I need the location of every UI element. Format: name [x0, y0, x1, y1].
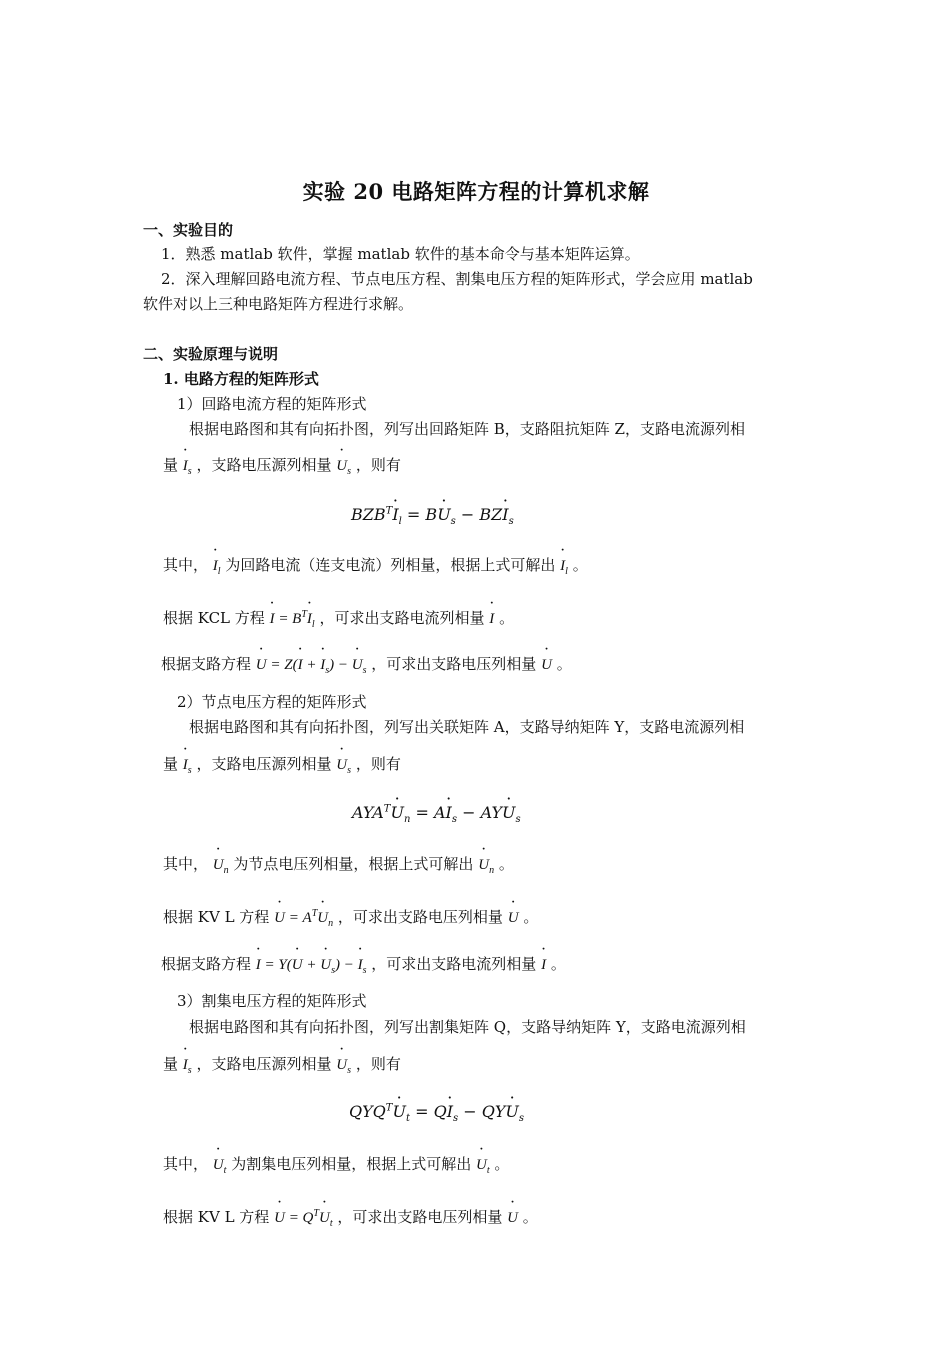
sub: t: [223, 1165, 227, 1176]
symbol: · I: [392, 505, 398, 524]
part3-where: [163, 1153, 509, 1182]
symbol-Us: · U: [336, 754, 347, 776]
sub: s: [187, 1065, 192, 1076]
part3-line2: [163, 1053, 401, 1082]
text: 其中，: [163, 855, 209, 873]
text: 为割集电压列相量，根据上式可解出: [231, 1155, 472, 1173]
symbol: · I: [307, 608, 312, 630]
symbol-Ut: · U: [213, 1154, 224, 1176]
sub: s: [347, 765, 352, 776]
text: 为回路电流（连支电流）列相量，根据上式可解出: [225, 556, 556, 574]
text: 量: [163, 456, 179, 474]
part1-where: [163, 554, 588, 583]
symbol: · I: [447, 1102, 453, 1121]
equation-branch: · U = Z(· I + · $I_s$) − · $U_s$: [256, 657, 367, 673]
symbol-Il: · I: [560, 555, 565, 577]
symbol-Is: · I: [183, 754, 188, 776]
part2-line1: 根据电路图和其有向拓扑图，列写出关联矩阵 A，支路导纳矩阵 Y，支路电流源列相: [189, 718, 745, 736]
text: ，则有: [355, 755, 401, 773]
part2-where: [163, 853, 514, 882]
part2-branch: [161, 953, 566, 982]
sub: s: [187, 765, 192, 776]
symbol: · U: [392, 1102, 405, 1121]
symbol-U: · U: [541, 654, 552, 676]
text: 。: [523, 908, 539, 926]
equation-branch: · I = Y(· U + · $U_s$) − · $I_s$: [256, 957, 367, 973]
symbol-Us: · U: [336, 1054, 347, 1076]
equation-kvl: · $U = A^T\cdot U_n$: [274, 910, 333, 926]
symbol-Ut: · U: [476, 1154, 487, 1176]
sub: s: [347, 466, 352, 477]
text: ，可求出支路电压列相量: [337, 1208, 503, 1226]
text: 根据支路方程: [161, 655, 252, 673]
symbol: · I: [502, 505, 508, 524]
text: ，可求出支路电流列相量: [319, 609, 485, 627]
text: ，可求出支路电压列相量: [371, 655, 537, 673]
text: 。: [499, 609, 515, 627]
purpose-item-2-line2: 软件对以上三种电路矩阵方程进行求解。: [143, 295, 414, 313]
sub: n: [223, 865, 229, 876]
symbol-Il: · I: [213, 555, 218, 577]
symbol: · I: [358, 954, 363, 976]
subsection-heading-matrix-form: 1. 电路方程的矩阵形式: [163, 370, 319, 388]
symbol: · U: [274, 907, 285, 929]
sub: n: [489, 865, 495, 876]
text: 。: [498, 855, 514, 873]
part3-heading: 3）割集电压方程的矩阵形式: [177, 992, 367, 1010]
text: ，可求出支路电流列相量: [371, 955, 537, 973]
symbol: · U: [437, 505, 450, 524]
symbol-Is: · I: [183, 1054, 188, 1076]
symbol: · I: [256, 954, 261, 976]
text: 。: [522, 1208, 538, 1226]
equation-cutset-voltage: $QYQ^T\cdot U_t = Q\cdot I_s - QY\cdot U_s$: [349, 1102, 524, 1124]
symbol-U: · U: [508, 907, 519, 929]
symbol-Un: · U: [478, 854, 489, 876]
text: ，支路电压源列相量: [196, 456, 332, 474]
equation-kvl: · $U = Q^T\cdot U_t$: [274, 1210, 333, 1226]
symbol-Us: · U: [336, 455, 347, 477]
equation-node-voltage: $AYA^T\cdot U_n = A\cdot I_s - AY\cdot U_s$: [352, 803, 521, 825]
symbol: · U: [352, 654, 363, 676]
part1-branch: [161, 653, 572, 682]
symbol-U: · U: [507, 1207, 518, 1229]
symbol: · U: [320, 954, 331, 976]
text: 。: [550, 955, 566, 973]
text: 其中，: [163, 1155, 209, 1173]
text: 根据 KV L 方程: [163, 1208, 270, 1226]
text: ，支路电压源列相量: [196, 755, 332, 773]
text: 根据 KCL 方程: [163, 609, 265, 627]
text: 为节点电压列相量，根据上式可解出: [233, 855, 474, 873]
part1-heading: 1）回路电流方程的矩阵形式: [177, 395, 367, 413]
symbol: · U: [292, 954, 303, 976]
text: 量: [163, 1055, 179, 1073]
section-heading-principle: 二、实验原理与说明: [143, 345, 279, 363]
symbol-I: · I: [541, 954, 546, 976]
text: 。: [494, 1155, 510, 1173]
symbol: · I: [298, 654, 303, 676]
section-heading-purpose: 一、实验目的: [143, 221, 234, 239]
text: 量: [163, 755, 179, 773]
sub: t: [486, 1165, 490, 1176]
equation-kcl: · $I = B^T\cdot I_l$: [270, 611, 315, 627]
purpose-item-1: 1．熟悉 matlab 软件，掌握 matlab 软件的基本命令与基本矩阵运算。: [161, 245, 640, 263]
text: ，则有: [355, 1055, 401, 1073]
text: 根据支路方程: [161, 955, 252, 973]
symbol: · U: [390, 803, 403, 822]
part2-heading: 2）节点电压方程的矩阵形式: [177, 693, 367, 711]
text: 根据 KV L 方程: [163, 908, 270, 926]
part1-kcl: [163, 604, 514, 636]
symbol-I: · I: [489, 608, 494, 630]
purpose-item-2-line1: 2．深入理解回路电流方程、节点电压方程、割集电压方程的矩阵形式，学会应用 matlab: [161, 270, 753, 288]
symbol-Is: · I: [183, 455, 188, 477]
part3-line1: 根据电路图和其有向拓扑图，列写出割集矩阵 Q，支路导纳矩阵 Y，支路电流源列相: [189, 1018, 746, 1036]
symbol: · I: [320, 654, 325, 676]
text: 。: [572, 556, 588, 574]
text: 。: [556, 655, 572, 673]
sub: s: [347, 1065, 352, 1076]
part3-kvl: [163, 1203, 538, 1235]
sub: s: [187, 466, 192, 477]
symbol-Un: · U: [213, 854, 224, 876]
symbol: · U: [502, 803, 515, 822]
text: ，支路电压源列相量: [196, 1055, 332, 1073]
part2-line2: [163, 753, 401, 782]
symbol: · I: [270, 608, 275, 630]
sub: l: [217, 566, 221, 577]
part1-line2: [163, 454, 401, 483]
part2-kvl: [163, 903, 538, 935]
text: ，可求出支路电压列相量: [337, 908, 503, 926]
symbol: · I: [446, 803, 452, 822]
page-title: 实验 20 电路矩阵方程的计算机求解: [302, 179, 650, 204]
symbol: · U: [256, 654, 267, 676]
sub: l: [565, 566, 568, 577]
symbol: · U: [505, 1102, 518, 1121]
symbol: · U: [317, 907, 328, 929]
text: 其中，: [163, 556, 209, 574]
symbol: · U: [274, 1207, 285, 1229]
symbol: · U: [319, 1207, 330, 1229]
part1-line1: 根据电路图和其有向拓扑图，列写出回路矩阵 B，支路阻抗矩阵 Z，支路电流源列相: [189, 420, 745, 438]
text: ，则有: [355, 456, 401, 474]
equation-loop-current: $BZB^T\cdot I_l = B\cdot U_s - BZ\cdot I_s$: [351, 505, 514, 527]
